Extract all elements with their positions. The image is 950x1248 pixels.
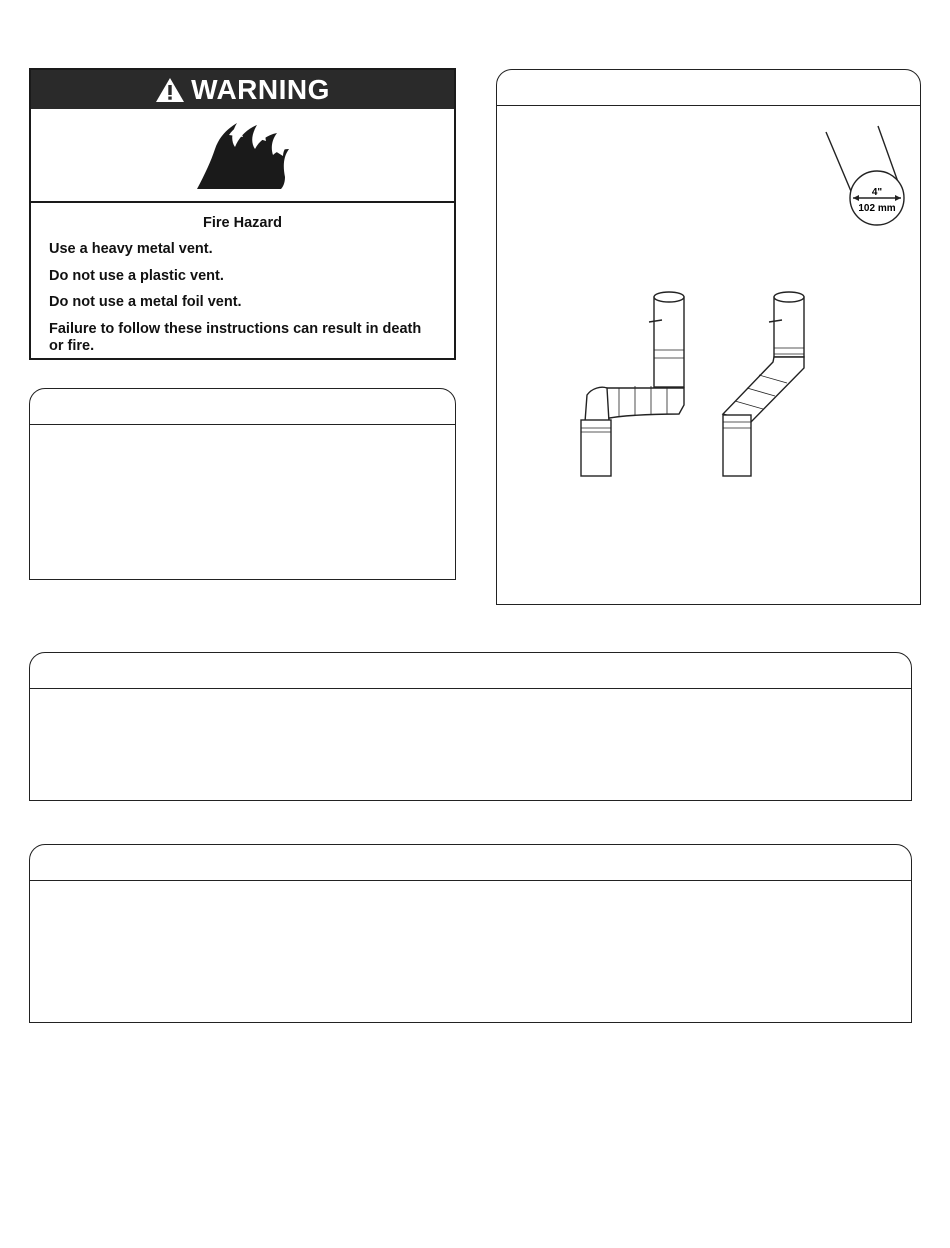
info-box-wide-lower xyxy=(29,844,912,1023)
dimension-inches: 4" xyxy=(871,187,883,198)
fire-hazard-icon-area xyxy=(31,109,454,203)
warning-line: Failure to follow these instructions can result in death or fire. xyxy=(49,320,422,354)
warning-text xyxy=(31,203,454,355)
warning-header xyxy=(31,70,454,109)
warning-line: Do not use a metal foil vent. xyxy=(49,294,242,311)
fire-icon xyxy=(193,119,293,191)
warning-line: Do not use a plastic vent. xyxy=(49,267,224,284)
warning-line: Use a heavy metal vent. xyxy=(49,241,213,258)
warning-triangle-icon xyxy=(155,77,185,103)
info-box-wide-upper xyxy=(29,652,912,801)
vent-diagram xyxy=(497,70,922,606)
dimension-mm: 102 mm xyxy=(858,203,896,214)
warning-header-label: WARNING xyxy=(191,73,330,105)
vent-angled-offset-illustration xyxy=(723,292,804,476)
info-box-wide-upper-header xyxy=(30,653,911,689)
info-box-left-header xyxy=(30,389,455,425)
hazard-title: Fire Hazard xyxy=(203,215,282,231)
vent-diagram-box xyxy=(496,69,921,605)
warning-box xyxy=(29,68,456,360)
vent-offset-elbow-illustration xyxy=(581,292,684,476)
info-box-left xyxy=(29,388,456,580)
info-box-wide-lower-header xyxy=(30,845,911,881)
